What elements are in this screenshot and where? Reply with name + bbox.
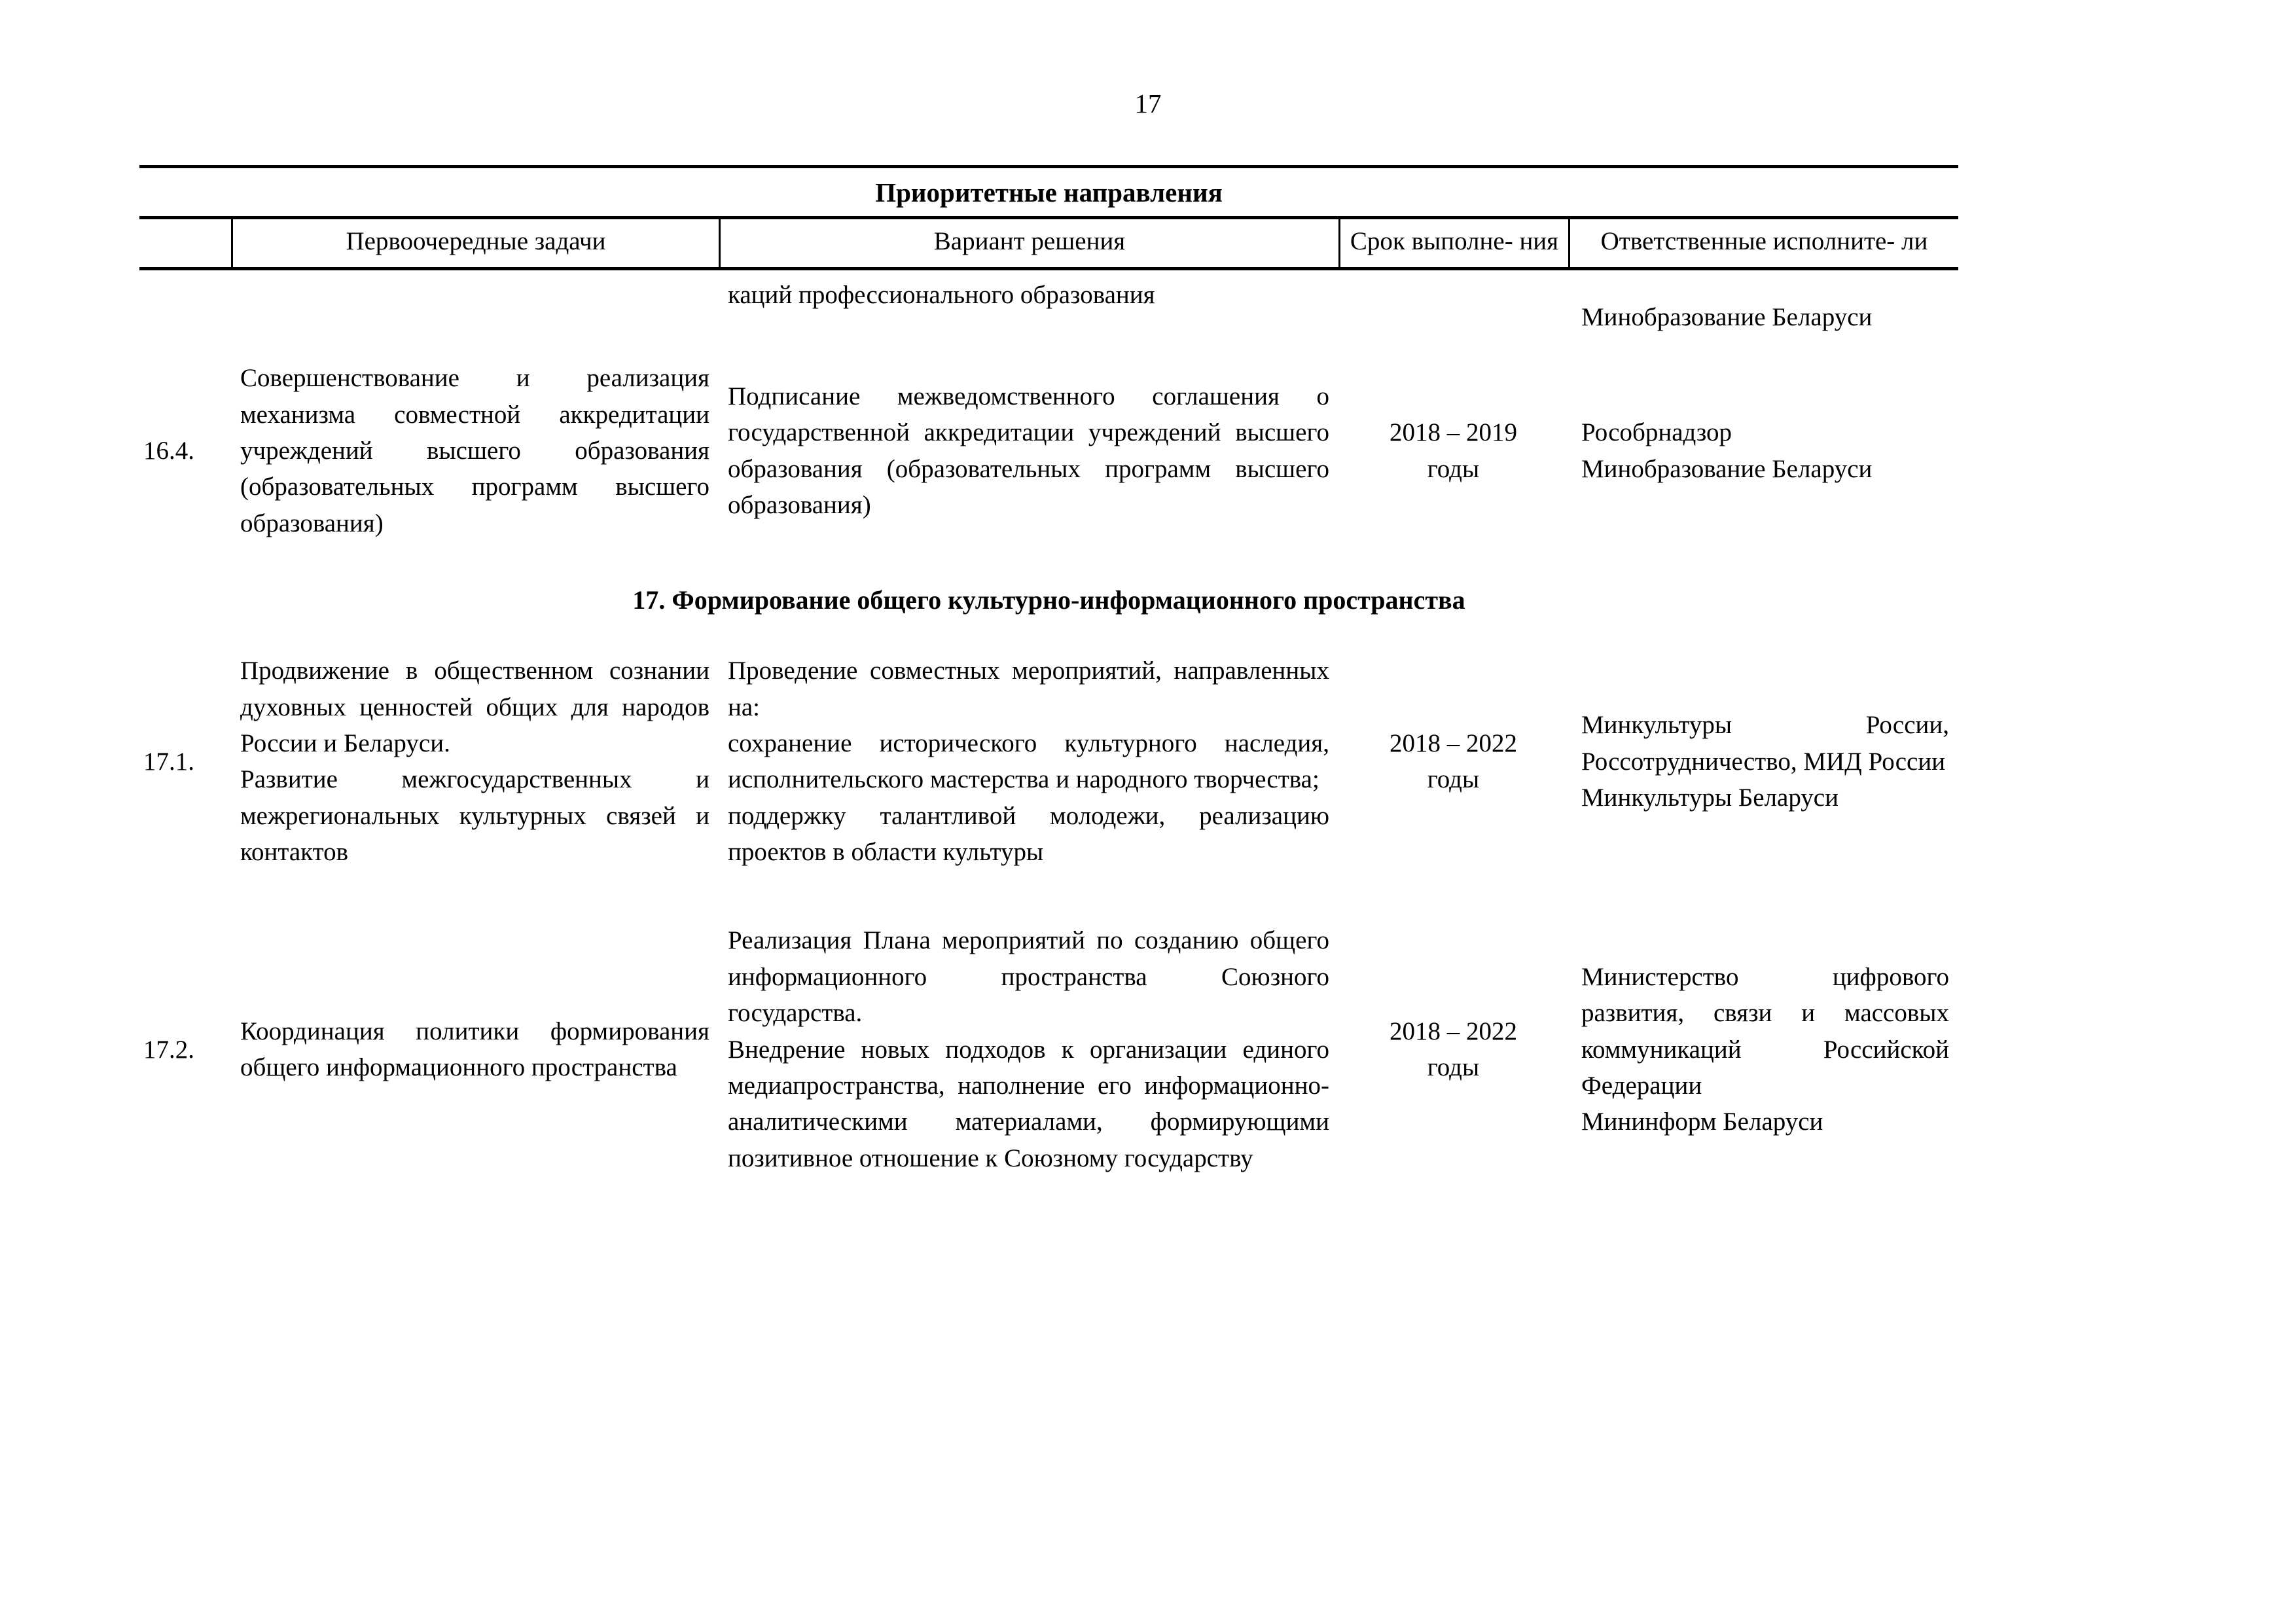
row-responsible-16-4-line-2: Минобразование Беларуси <box>1581 454 1873 483</box>
row-number-17-2: 17.2. <box>143 1035 194 1064</box>
row-task-17-1-part-1: Продвижение в общественном сознании духовных ценностей общих для народов России и Беларуси. <box>240 657 709 757</box>
row-term-17-1: 2018 – 2022 годы <box>1390 729 1517 794</box>
row-solution-17-1-part-3: поддержку талантливой молодежи, реализацию проектов в области культуры <box>728 801 1329 867</box>
column-header-term: Срок выполне- ния <box>1338 219 1568 267</box>
table-header-row <box>139 219 1958 267</box>
row-solution-17-2-part-2: Внедрение новых подходов к организации единого медиапространства, наполнение его информационно-аналитическими материалами, формирующими позитивное отношение к Союзному государству <box>728 1035 1329 1172</box>
row-task-17-2: Координация политики формирования общего информационного пространства <box>240 1017 709 1082</box>
row-responsible-17-1-line-1: Минкультуры России, Россотрудничество, МИД России <box>1581 711 1949 776</box>
column-header-number <box>139 219 231 267</box>
row-solution-17-1 <box>719 653 1338 870</box>
table-title: Приоритетные направления <box>875 177 1223 208</box>
priority-directions-table <box>139 165 1958 1176</box>
continuation-term <box>1338 270 1568 335</box>
row-responsible-17-2-line-1: Министерство цифрового развития, связи и массовых коммуникаций Российской Федерации <box>1581 962 1949 1100</box>
row-responsible-17-2-line-2: Мининформ Беларуси <box>1581 1108 1823 1136</box>
row-number-16-4: 16.4. <box>143 437 194 465</box>
section-heading-17: 17. Формирование общего культурно-информационного пространства <box>632 585 1465 615</box>
continuation-solution-text: каций профессионального образования <box>728 280 1155 309</box>
row-task-17-1 <box>231 653 719 870</box>
row-task-17-1-part-2: Развитие межгосударственных и межрегиональных культурных связей и контактов <box>240 765 709 867</box>
row-number-17-1: 17.1. <box>143 747 194 776</box>
continuation-solution <box>719 270 1338 313</box>
continuation-responsible <box>1568 270 1958 335</box>
column-header-solution: Вариант решения <box>719 219 1338 267</box>
table-continuation-row <box>139 270 1958 335</box>
row-solution-16-4: Подписание межведомственного соглашения о государственной аккредитации учреждений высшего образования (образовательных программ высшего образования) <box>728 382 1329 520</box>
continuation-number <box>139 270 231 335</box>
row-term-17-2: 2018 – 2022 годы <box>1390 1017 1517 1082</box>
row-term-16-4: 2018 – 2019 годы <box>1390 418 1517 483</box>
page-number: 17 <box>1134 88 1162 118</box>
column-header-tasks: Первоочередные задачи <box>231 219 719 267</box>
row-responsible-17-2 <box>1568 959 1958 1140</box>
continuation-task <box>231 270 719 335</box>
row-responsible-17-1 <box>1568 707 1958 816</box>
row-solution-17-1-part-1: Проведение совместных мероприятий, направленных на: <box>728 657 1329 721</box>
row-solution-17-2 <box>719 922 1338 1176</box>
row-responsible-16-4 <box>1568 414 1958 487</box>
table-row <box>139 360 1958 541</box>
row-task-16-4: Совершенствование и реализация механизма совместной аккредитации учреждений высшего образования (образовательных программ высшего образования) <box>240 364 709 537</box>
column-header-responsible: Ответственные исполните- ли <box>1568 219 1958 267</box>
row-solution-17-1-part-2: сохранение исторического культурного наследия, исполнительского мастерства и народного творчества; <box>728 729 1329 794</box>
continuation-responsible-text: Минобразование Беларуси <box>1581 302 1873 331</box>
row-responsible-16-4-line-1: Рособрнадзор <box>1581 418 1732 447</box>
row-responsible-17-1-line-2: Минкультуры Беларуси <box>1581 783 1839 812</box>
table-row <box>139 922 1958 1176</box>
table-row <box>139 653 1958 870</box>
row-solution-17-2-part-1: Реализация Плана мероприятий по созданию общего информационного пространства Союзного государства. <box>728 926 1329 1028</box>
